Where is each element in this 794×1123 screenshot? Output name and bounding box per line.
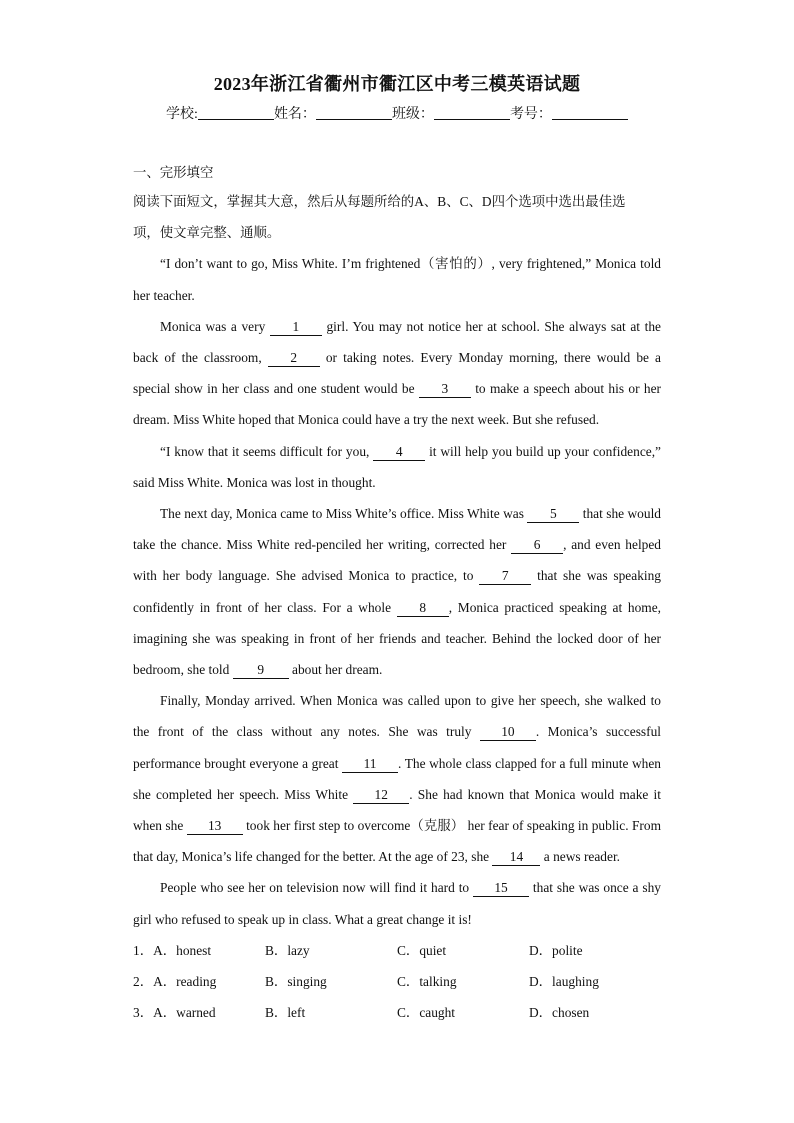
text-run: . The whole class clapped for a full minute when she completed her speech. Miss White: [133, 755, 661, 802]
blank-7: 7: [479, 568, 531, 584]
option-1-c[interactable]: C．quiet: [397, 942, 447, 958]
option-3-c[interactable]: C．caught: [397, 1005, 456, 1021]
blank-11: 11: [342, 756, 398, 772]
option-1-b[interactable]: B．lazy: [265, 942, 310, 958]
blank-8: 8: [397, 600, 449, 616]
text-run: about her dream.: [288, 662, 383, 678]
text-run: a news reader.: [540, 849, 621, 865]
school-blank[interactable]: [198, 105, 274, 120]
option-row-1: [133, 935, 661, 966]
option-2-a[interactable]: 2．A．reading: [133, 974, 217, 990]
text-run: took her first step to overcome（克服） her fear of speaking in public. From that day, Monica’s life changed for the better. At the age of 23, she: [133, 818, 661, 865]
passage-paragraph-1: “I don’t want to go, Miss White. I’m frightened（害怕的）, very frightened,” Monica told her teacher.: [133, 256, 661, 303]
option-row-3: [133, 997, 661, 1028]
passage-paragraph-4: [133, 498, 661, 685]
text-run: . She had known that Monica would make it when she: [133, 786, 661, 834]
name-blank[interactable]: [316, 105, 392, 120]
blank-2: 2: [268, 350, 320, 366]
text-run: that she was once a shy girl who refused to speak up in class. What a great change it is!: [133, 880, 661, 927]
instructions: [133, 186, 661, 248]
text-run: Monica was a very: [160, 318, 270, 334]
passage-paragraph-6: [133, 872, 661, 934]
blank-5: 5: [527, 506, 579, 522]
text-run: girl. You may not notice her at school. She always sat at the back of the classroom,: [133, 318, 661, 366]
blank-9: 9: [233, 662, 289, 678]
page-title: 2023年浙江省衢州市衢江区中考三模英语试题: [213, 74, 581, 94]
exam-no-blank[interactable]: [552, 105, 628, 120]
passage-paragraph-2: [133, 311, 661, 436]
blank-4: 4: [373, 444, 425, 460]
text-run: . Monica’s successful performance brought everyone a great: [133, 724, 661, 771]
text-run: Finally, Monday arrived. When Monica was called upon to give her speech, she walked to the front of the class without any notes. She was truly: [133, 693, 661, 740]
name-label: 姓名：: [273, 107, 316, 122]
text-run: “I know that it seems difficult for you,: [160, 443, 374, 459]
text-run: that she was speaking confidently in front of her class. For a whole: [133, 568, 661, 615]
blank-10: 10: [480, 724, 536, 740]
exam-no-label: 考号：: [509, 107, 552, 122]
class-label: 班级：: [391, 107, 434, 122]
exam-content: [133, 160, 661, 1028]
option-3-d[interactable]: D．chosen: [529, 1005, 590, 1021]
school-label: 学校:: [166, 107, 198, 122]
text-run: or taking notes. Every Monday morning, there would be a special show in her class and one student would be: [133, 350, 661, 397]
class-blank[interactable]: [434, 105, 510, 120]
option-2-d[interactable]: D．laughing: [529, 974, 599, 990]
blank-14: 14: [492, 849, 540, 865]
option-1-a[interactable]: 1．A．honest: [133, 942, 212, 958]
instructions-line-1: 阅读下面短文，掌握其大意，然后从每题所给的A、B、C、D四个选项中选出最佳选: [133, 194, 626, 209]
text-run: , Monica practiced speaking at home, imagining she was speaking in front of her friends and teacher. Behind the locked door of her bedroom, she told: [133, 599, 661, 678]
student-info-line: [0, 103, 794, 123]
text-run: that she would take the chance. Miss White red-penciled her writing, corrected her: [133, 506, 661, 553]
passage-paragraph-5: [133, 685, 661, 872]
text-run: to make a speech about his or her dream. Miss White hoped that Monica could have a try the next week. But she refused.: [133, 381, 661, 428]
blank-1: 1: [270, 319, 322, 335]
options-list: [133, 935, 661, 1029]
section-heading: 一、完形填空: [133, 165, 214, 180]
option-3-b[interactable]: B．left: [265, 1005, 306, 1021]
blank-12: 12: [353, 787, 409, 803]
blank-6: 6: [511, 537, 563, 553]
blank-13: 13: [187, 818, 243, 834]
blank-3: 3: [419, 381, 471, 397]
text-run: , and even helped with her body language. She advised Monica to practice, to: [133, 537, 661, 584]
text-run: it will help you build up your confidence,” said Miss White. Monica was lost in thought.: [133, 443, 661, 490]
instructions-line-2: 项，使文章完整、通顺。: [133, 225, 281, 241]
option-3-a[interactable]: 3．A．warned: [133, 1005, 216, 1021]
option-1-d[interactable]: D．polite: [529, 942, 583, 958]
blank-15: 15: [473, 880, 529, 896]
passage-paragraph-3: [133, 436, 661, 498]
text-run: People who see her on television now will find it hard to: [160, 880, 474, 896]
option-row-2: [133, 966, 661, 997]
option-2-b[interactable]: B．singing: [265, 974, 327, 990]
option-2-c[interactable]: C．talking: [397, 974, 457, 990]
text-run: The next day, Monica came to Miss White’s office. Miss White was: [160, 506, 528, 522]
